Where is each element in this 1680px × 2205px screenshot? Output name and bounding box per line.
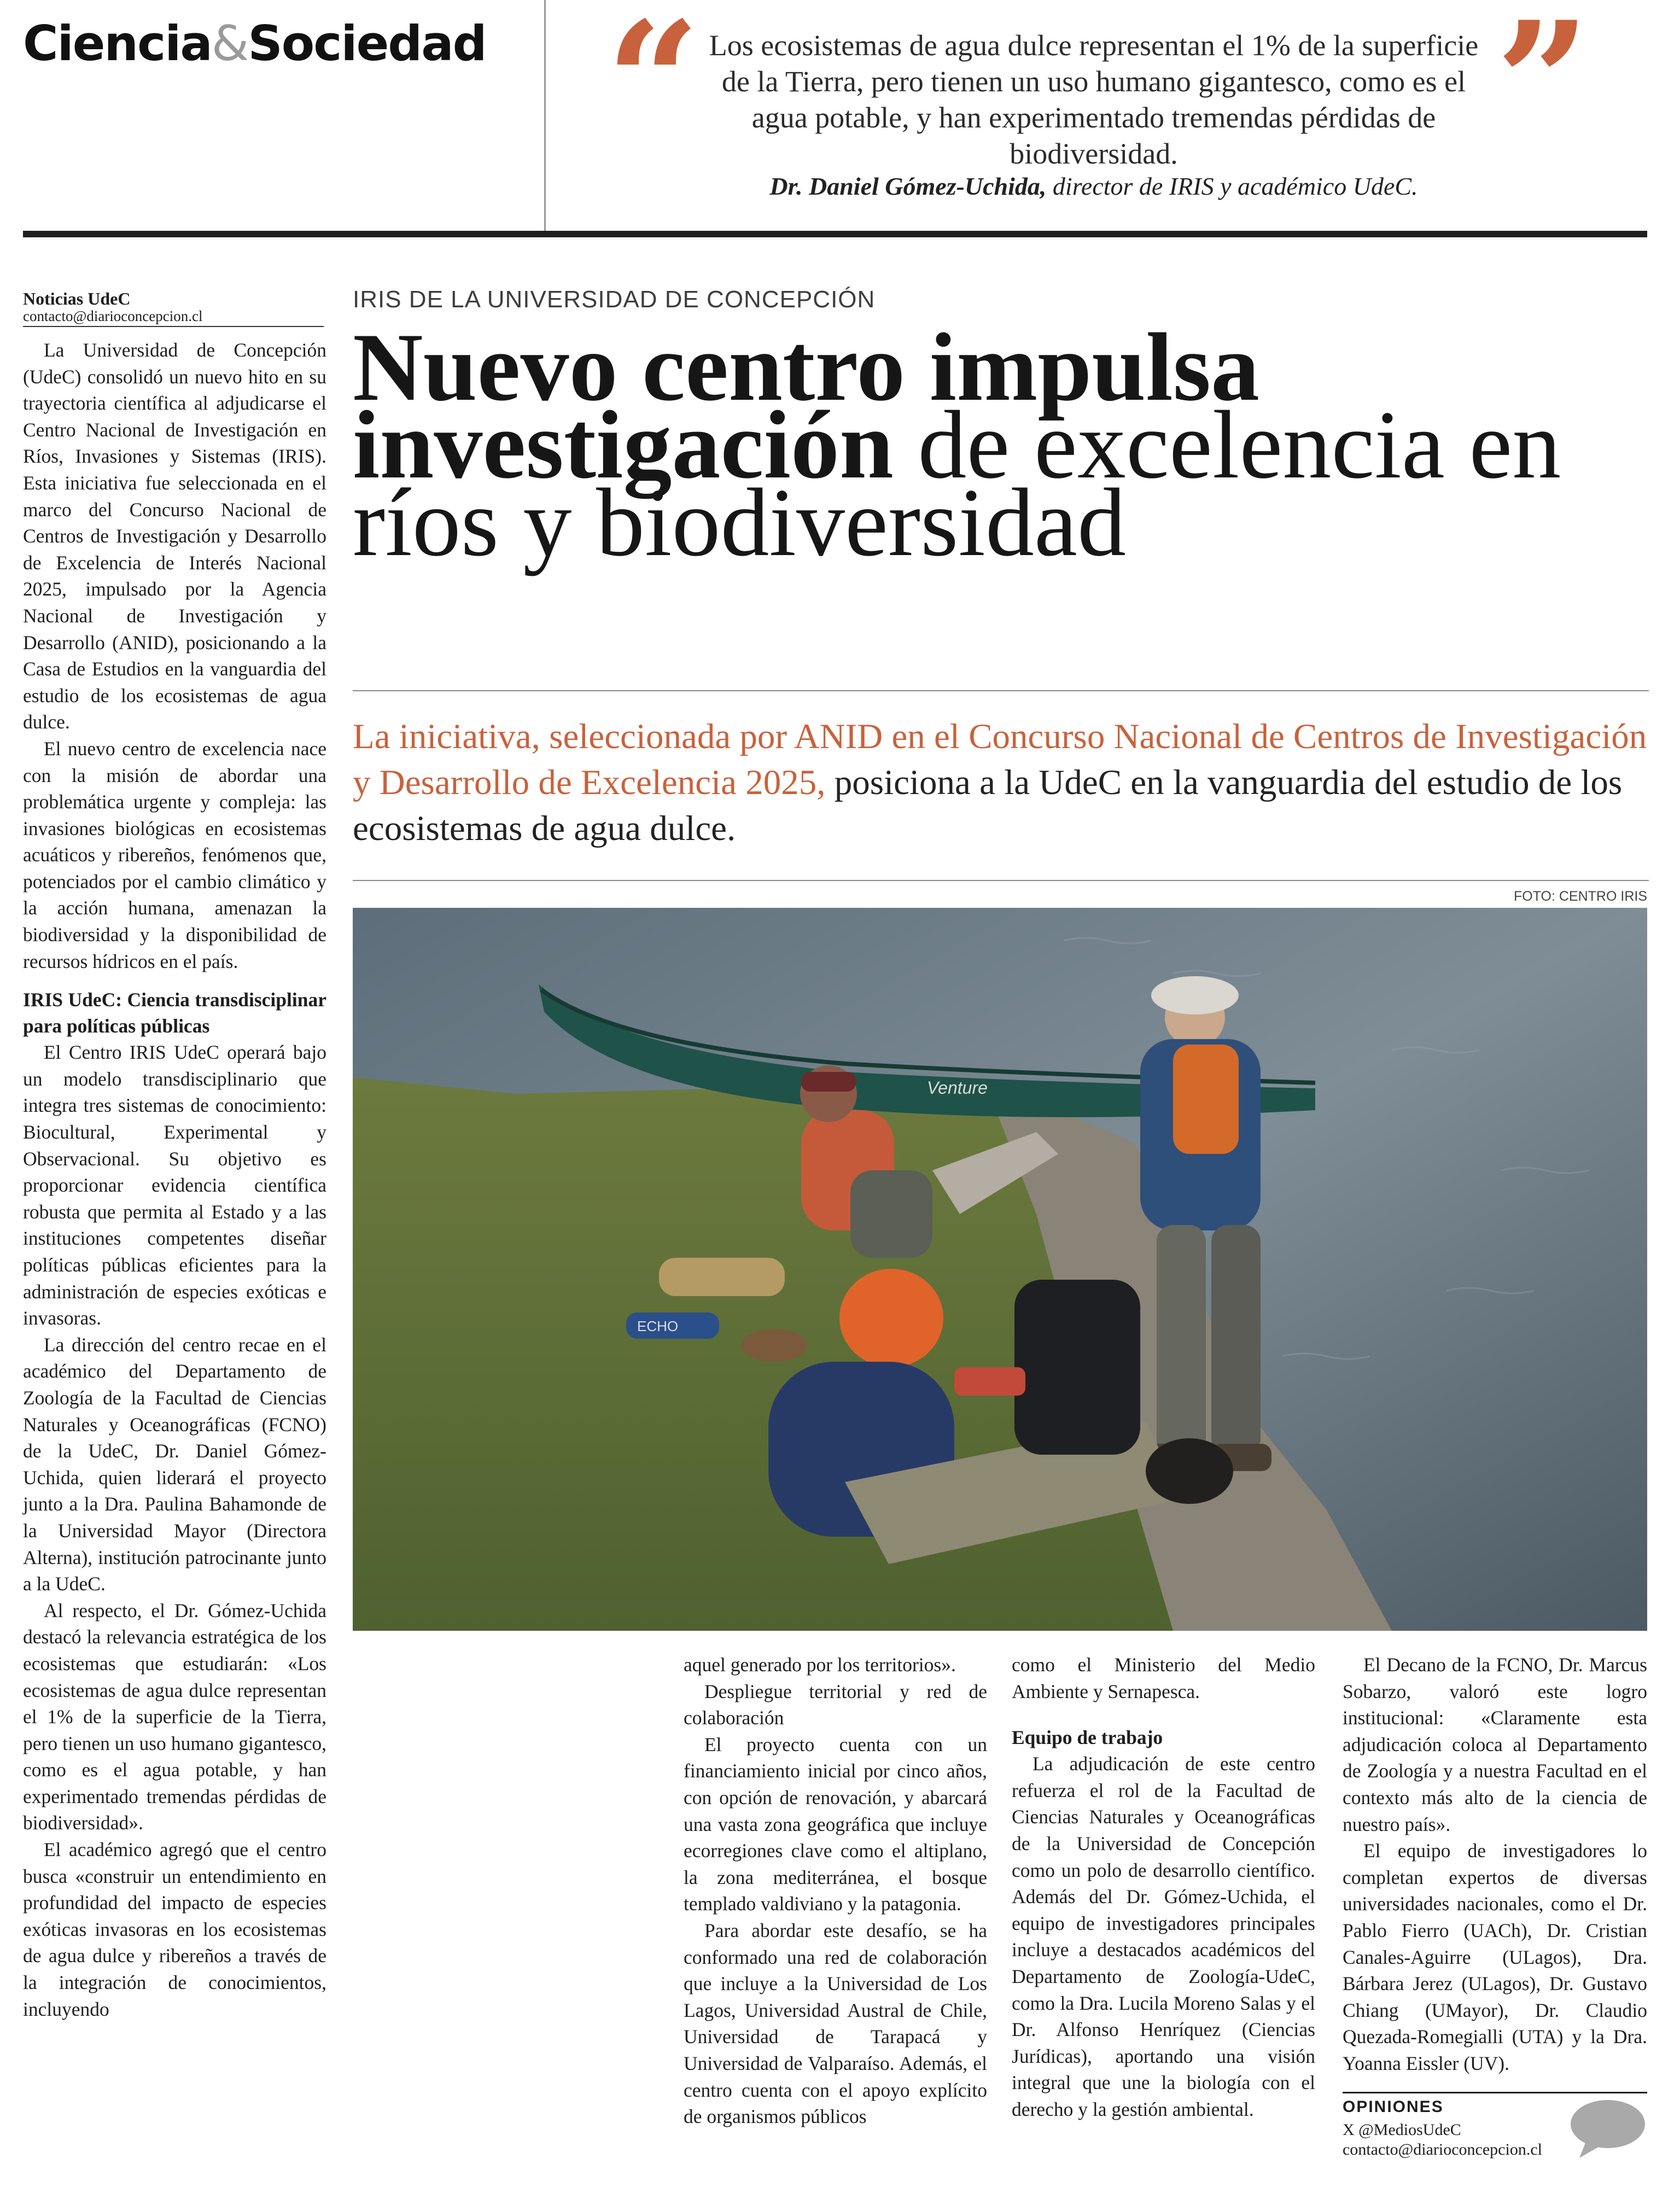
quote-open-icon: “ [606, 0, 701, 178]
pull-quote-author: Dr. Daniel Gómez-Uchida, [769, 172, 1047, 200]
section-title [23, 15, 486, 72]
opiniones-handle[interactable]: X @MediosUdeC [1343, 2121, 1461, 2139]
body-column-2 [684, 1652, 987, 2130]
deck-rest: posiciona a la UdeC en la vanguardia del estudio de los ecosistemas de agua dulce. [353, 763, 1623, 848]
body-subheading: IRIS UdeC: Ciencia transdisciplinar para políticas públicas [23, 989, 326, 1037]
deck-accent: La iniciativa, seleccionada por ANID en el Concurso Nacional de Centros de Investigación y Desarrollo de Excelencia 2025, [353, 717, 1647, 802]
body-paragraph: Al respecto, el Dr. Gómez-Uchida destacó la relevancia estratégica de los ecosistemas que estudiarán: «Los ecosistemas de agua dulce representan el 1% de la superficie de la Tierra, pero tienen un uso humano gigantesco, como es el agua potable, y han experimentado tremendas pérdidas de biodiversidad». [23, 1599, 326, 1834]
section-title-word2: Sociedad [248, 15, 486, 72]
header-divider [544, 0, 546, 232]
backpack [1014, 1280, 1140, 1455]
quote-close-icon: ” [1496, 0, 1590, 178]
pull-quote-attribution [705, 172, 1482, 201]
body-column-4 [1343, 1652, 1647, 2077]
body-column-1 [23, 337, 326, 2022]
pull-quote-role: director de IRIS y académico UdeC. [1046, 172, 1418, 200]
opiniones-email[interactable]: contacto@diarioconcepcion.cl [1343, 2140, 1542, 2159]
deck-rule [353, 880, 1649, 881]
body-subheading: Equipo de trabajo [1012, 1726, 1163, 1749]
body-column-3 [1012, 1652, 1315, 2123]
headline-bold: Nuevo centro impulsa investigación [353, 313, 1260, 499]
body-paragraph: La adjudicación de este centro refuerza el rol de la Facultad de Ciencias Naturales y Oceanográficas de la Universidad de Concepción como un polo de desarrollo científico. Además del Dr. Gómez-Uchida, el equipo de investigadores principales incluye a destacados académicos del Departamento de Zoología-UdeC, como la Dra. Lucila Moreno Salas y el Dr. Alfonso Henríquez (Ciencias Jurídicas), aportando una visión integral que une la biología con el derecho y la gestión ambiental. [1012, 1753, 1315, 2120]
pull-quote: Los ecosistemas de agua dulce representan el 1% de la superficie de la Tierra, pero tienen un uso humano gigantesco, como es el agua potable, y han experimentado tremendas pérdidas de biodiversidad. [709, 29, 1479, 170]
body-paragraph: La Universidad de Concepción (UdeC) consolidó un nuevo hito en su trayectoria científica al adjudicarse el Centro Nacional de Investigación en Ríos, Invasiones y Sistemas (IRIS). Esta iniciativa fue seleccionada en el marco del Concurso Nacional de Centros de Investigación y Desarrollo de Excelencia de Interés Nacional 2025, impulsado por la Agencia Nacional de Investigación y Desarrollo (ANID), posicionando a la Casa de Estudios en la vanguardia del estudio de los ecosistemas de agua dulce. [23, 339, 326, 733]
article-deck [353, 714, 1649, 851]
opiniones-label: OPINIONES [1343, 2098, 1444, 2116]
article-photo [353, 908, 1647, 1631]
body-paragraph: El Decano de la FCNO, Dr. Marcus Sobarzo, valoró este logro institucional: «Claramente esta adjudicación coloca al Departamento de Zoología y a nuestra Facultad en el contexto más alto de la ciencia de nuestro país». [1343, 1654, 1647, 1835]
body-paragraph: El equipo de investigadores lo completan expertos de diversas universidades nacionales, como el Dr. Pablo Fierro (UACh), Dr. Cristian Canales-Aguirre (ULagos), Dra. Bárbara Jerez (ULagos), Dr. Gustavo Chiang (UMayor), Dr. Claudio Quezada-Romegialli (UTA) y la Dra. Yoanna Eissler (UV). [1343, 1840, 1647, 2074]
article-kicker: IRIS DE LA UNIVERSIDAD DE CONCEPCIÓN [353, 286, 876, 313]
gear-bags [659, 1258, 785, 1296]
body-paragraph: Para abordar este desafío, se ha conformado una red de colaboración que incluye a la Universidad de Los Lagos, Universidad Austral de Chile, Universidad de Tarapacá y Universidad de Valparaíso. Además, el centro cuenta con el apoyo explícito de organismos públicos [684, 1919, 987, 2128]
body-paragraph: Despliegue territorial y red de colaboración [684, 1680, 987, 1729]
body-paragraph: El Centro IRIS UdeC operará bajo un modelo transdisciplinario que integra tres sistemas de conocimiento: Biocultural, Experimental y Observacional. Su objetivo es proporcionar evidencia científica robusta que permita al Estado y a las instituciones competentes diseñar políticas públicas eficientes para la administración de especies exóticas e invasoras. [23, 1041, 326, 1329]
canoe-brand: Venture [927, 1078, 988, 1098]
body-paragraph: aquel generado por los territorios». [684, 1654, 956, 1676]
article-headline [353, 313, 1654, 576]
headline-rule [353, 690, 1649, 691]
body-paragraph: como el Ministerio del Medio Ambiente y Sernapesca. [1012, 1654, 1315, 1702]
section-title-word1: Ciencia [23, 15, 212, 72]
byline-name: Noticias UdeC [23, 289, 131, 308]
opiniones-rule [1343, 2092, 1647, 2093]
speech-bubble-icon [1570, 2098, 1646, 2159]
body-paragraph: El académico agregó que el centro busca «construir un entendimiento en profundidad del impacto de especies exóticas invasoras en los ecosistemas de agua dulce y ribereños a través de la integración de conocimientos, incluyendo [23, 1839, 326, 2020]
body-paragraph: El proyecto cuenta con un financiamiento inicial por cinco años, con opción de renovación, y abarcará una vasta zona geográfica que incluye ecorregiones clave como el altiplano, la zona mediterránea, el bosque templado valdiviano y la patagonia. [684, 1733, 987, 1915]
body-paragraph: La dirección del centro recae en el académico del Departamento de Zoología de la Facultad de Ciencias Naturales y Oceanográficas (FCNO) de la UdeC, Dr. Daniel Gómez-Uchida, quien liderará el proyecto junto a la Dra. Paulina Bahamonde de la Universidad Mayor (Directora Alterna), institución patrocinante junto a la UdeC. [23, 1333, 326, 1595]
top-rule [23, 231, 1647, 237]
section-title-amp: & [211, 15, 248, 72]
photo-credit: FOTO: CENTRO IRIS [1514, 889, 1647, 904]
byline-rule [23, 326, 324, 327]
byline-email[interactable]: contacto@diarioconcepcion.cl [23, 308, 203, 324]
headline-regular: de excelencia en ríos y biodiversidad [353, 390, 1561, 576]
echo-bag-label: ECHO [637, 1318, 679, 1334]
body-paragraph: El nuevo centro de excelencia nace con la misión de abordar una problemática urgente y compleja: las invasiones biológicas en ecosistemas acuáticos y ribereños, fenómenos que, potenciados por el cambio climático y la acción humana, amenazan la biodiversidad y la disponibilidad de recursos hídricos en el país. [23, 737, 326, 972]
